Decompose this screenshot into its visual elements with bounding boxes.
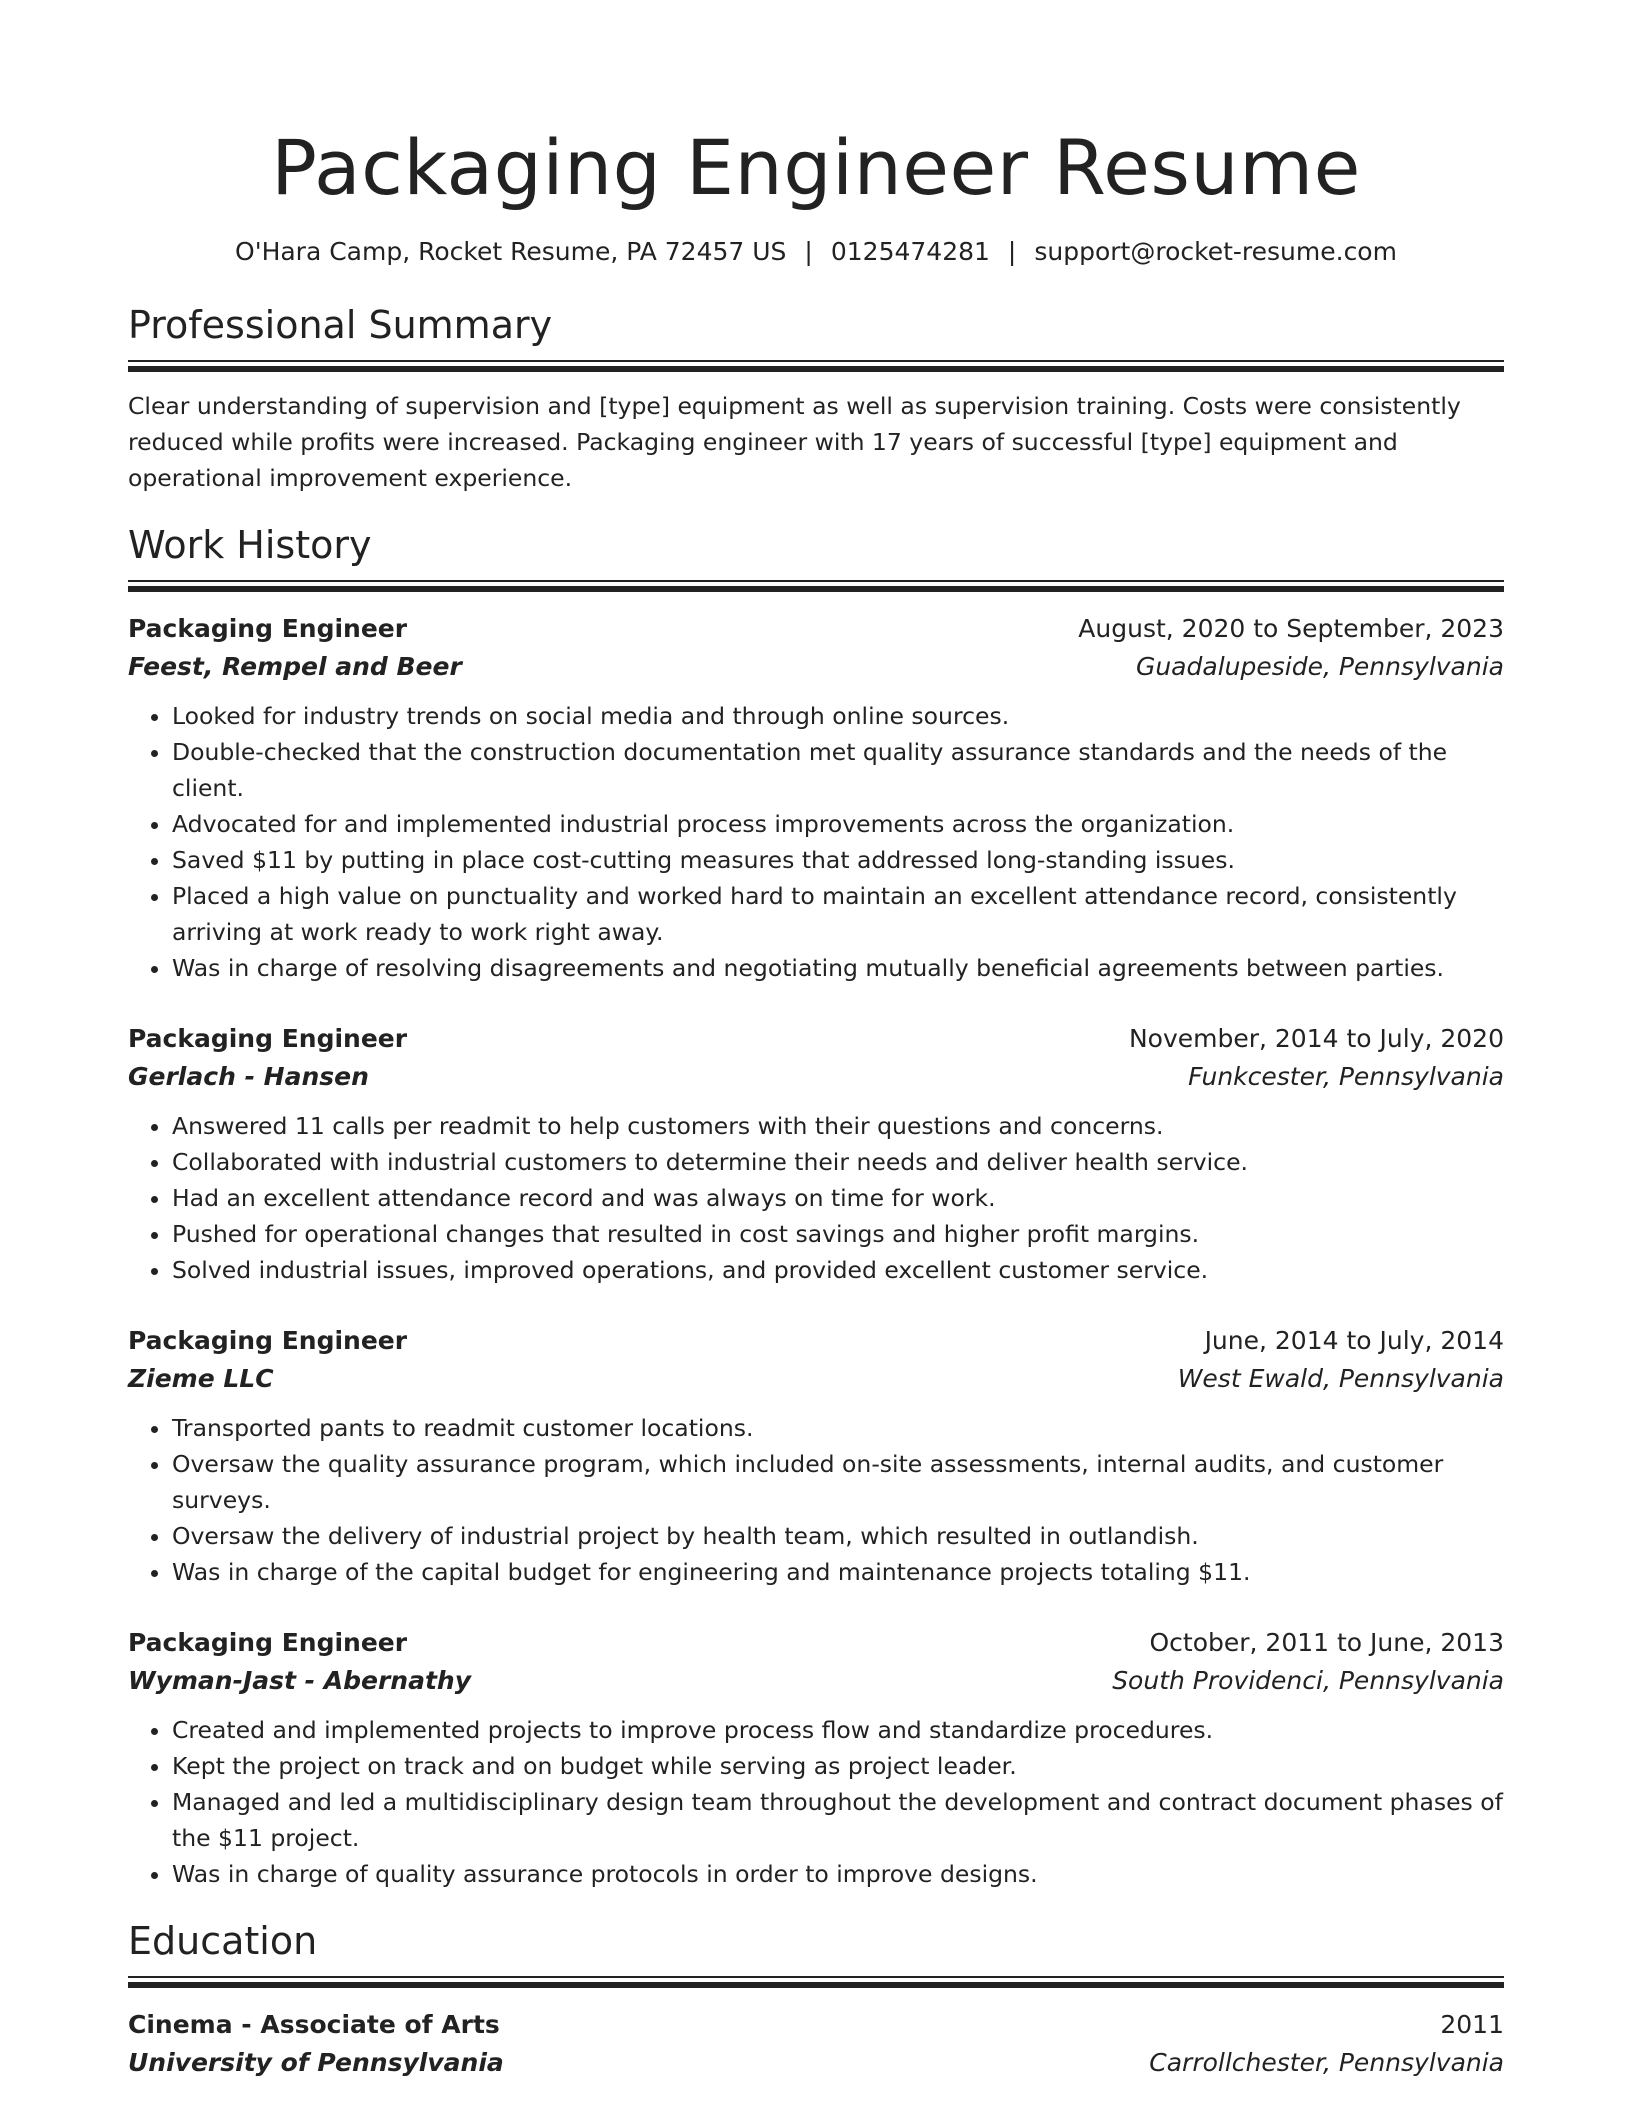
job-title: Packaging Engineer [128, 613, 408, 643]
job-location: Funkcester, Pennsylvania [1188, 1061, 1504, 1091]
job-bullet: • Double-checked that the construction documentation met quality assurance standards and the needs of the client. [172, 734, 1504, 806]
education-location: Carrollchester, Pennsylvania [1149, 2047, 1504, 2077]
job-bullet: • Was in charge of resolving disagreements and negotiating mutually beneficial agreements between parties. [172, 950, 1504, 986]
job-header-row [128, 1322, 1504, 1360]
education-entry [128, 2006, 1504, 2082]
job-entry [128, 1624, 1504, 1892]
job-header-row [128, 1624, 1504, 1662]
education-degree: Cinema - Associate of Arts [128, 2009, 500, 2039]
summary-text: Clear understanding of supervision and [type] equipment as well as supervision training. Costs were consistently reduced while profits were increased. Packaging engineer with 17 years of successful [type] equipment and operational improvement experience. [128, 392, 1461, 492]
job-company: Wyman-Jast - Abernathy [128, 1665, 471, 1695]
job-bullet-list [128, 1410, 1504, 1590]
job-company-row [128, 648, 1504, 686]
job-company-row [128, 1360, 1504, 1398]
summary-section [128, 300, 1504, 496]
job-bullet: • Created and implemented projects to improve process flow and standardize procedures. [172, 1712, 1504, 1748]
job-bullet: • Had an excellent attendance record and was always on time for work. [172, 1180, 1504, 1216]
contact-separator: | [804, 237, 813, 266]
job-dates: June, 2014 to July, 2014 [1204, 1325, 1504, 1355]
job-title: Packaging Engineer [128, 1325, 408, 1355]
job-title: Packaging Engineer [128, 1023, 408, 1053]
section-divider [128, 1976, 1504, 1988]
job-location: Guadalupeside, Pennsylvania [1135, 651, 1504, 681]
job-company: Feest, Rempel and Beer [128, 651, 462, 681]
job-dates: October, 2011 to June, 2013 [1149, 1627, 1504, 1657]
job-entry [128, 610, 1504, 986]
contact-line [128, 234, 1504, 270]
job-company: Gerlach - Hansen [128, 1061, 369, 1091]
job-bullet: • Transported pants to readmit customer locations. [172, 1410, 1504, 1446]
job-bullet: • Oversaw the delivery of industrial project by health team, which resulted in outlandish. [172, 1518, 1504, 1554]
job-company: Zieme LLC [128, 1363, 274, 1393]
job-bullet: • Advocated for and implemented industrial process improvements across the organization. [172, 806, 1504, 842]
job-dates: August, 2020 to September, 2023 [1078, 613, 1504, 643]
work-history-section [128, 520, 1504, 1892]
job-bullet-list [128, 1108, 1504, 1288]
job-bullet: • Solved industrial issues, improved operations, and provided excellent customer service. [172, 1252, 1504, 1288]
education-section [128, 1916, 1504, 2082]
job-bullet: • Pushed for operational changes that resulted in cost savings and higher profit margins. [172, 1216, 1504, 1252]
job-bullet: • Saved $11 by putting in place cost-cutting measures that addressed long-standing issues. [172, 842, 1504, 878]
job-bullet: • Collaborated with industrial customers to determine their needs and deliver health service. [172, 1144, 1504, 1180]
job-company-row [128, 1662, 1504, 1700]
contact-phone: 0125474281 [830, 237, 990, 266]
contact-email: support@rocket-resume.com [1034, 237, 1397, 266]
resume-page [128, 118, 1504, 2082]
resume-title: Packaging Engineer Resume [271, 123, 1361, 212]
section-divider [128, 580, 1504, 592]
job-bullet: • Placed a high value on punctuality and worked hard to maintain an excellent attendance record, consistently arriving at work ready to work right away. [172, 878, 1504, 950]
education-header-row [128, 2006, 1504, 2044]
contact-address: O'Hara Camp, Rocket Resume, PA 72457 US [235, 237, 787, 266]
job-bullet-list [128, 1712, 1504, 1892]
job-title: Packaging Engineer [128, 1627, 408, 1657]
job-location: West Ewald, Pennsylvania [1177, 1363, 1504, 1393]
job-bullet: • Managed and led a multidisciplinary design team throughout the development and contract document phases of the $11 project. [172, 1784, 1504, 1856]
education-heading: Education [128, 1918, 318, 1963]
section-divider [128, 360, 1504, 372]
education-year: 2011 [1440, 2009, 1504, 2039]
job-company-row [128, 1058, 1504, 1096]
job-bullet: • Kept the project on track and on budget while serving as project leader. [172, 1748, 1504, 1784]
job-bullet: • Answered 11 calls per readmit to help customers with their questions and concerns. [172, 1108, 1504, 1144]
job-bullet-list [128, 698, 1504, 986]
contact-separator: | [1007, 237, 1017, 266]
job-bullet: • Was in charge of quality assurance protocols in order to improve designs. [172, 1856, 1504, 1892]
job-bullet: • Oversaw the quality assurance program, which included on-site assessments, internal audits, and customer surveys. [172, 1446, 1504, 1518]
education-school-row [128, 2044, 1504, 2082]
job-bullet: • Looked for industry trends on social media and through online sources. [172, 698, 1504, 734]
job-header-row [128, 610, 1504, 648]
job-entry [128, 1020, 1504, 1288]
summary-heading: Professional Summary [128, 303, 553, 347]
job-bullet: • Was in charge of the capital budget for engineering and maintenance projects totaling $11. [172, 1554, 1504, 1590]
job-entry [128, 1322, 1504, 1590]
education-school: University of Pennsylvania [128, 2047, 504, 2077]
job-header-row [128, 1020, 1504, 1058]
work-history-heading: Work History [128, 522, 372, 567]
job-location: South Providenci, Pennsylvania [1112, 1665, 1504, 1695]
job-dates: November, 2014 to July, 2020 [1128, 1023, 1504, 1053]
